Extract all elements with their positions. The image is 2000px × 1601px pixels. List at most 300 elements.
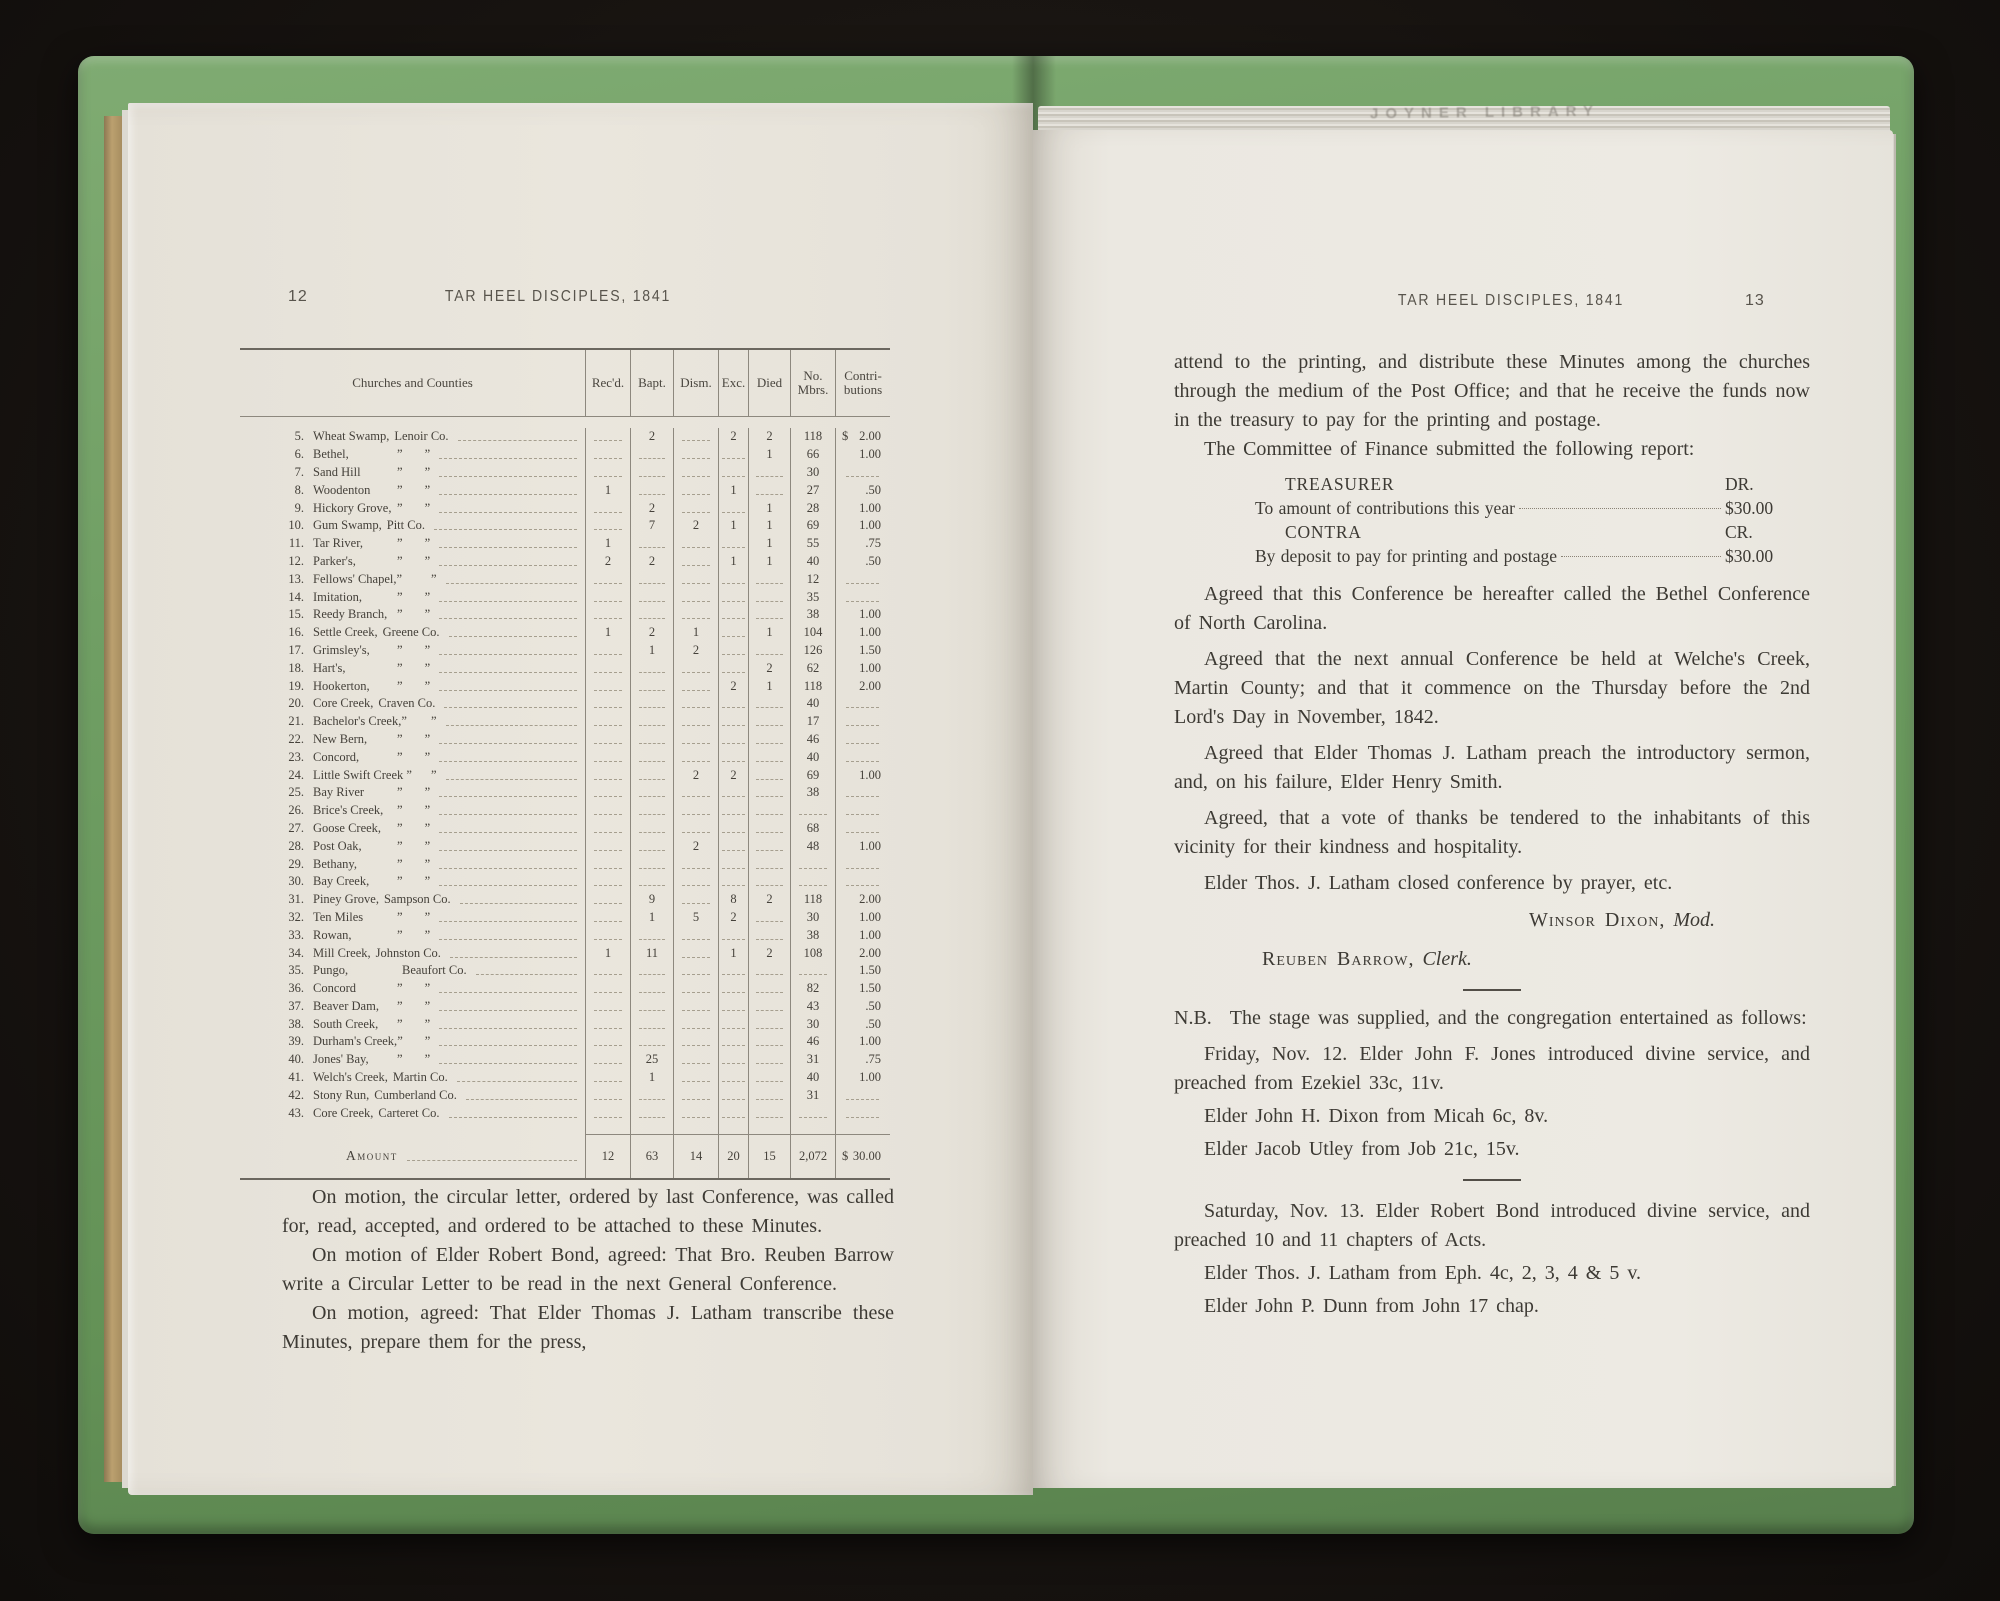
cell-bapt	[630, 481, 673, 499]
table-row	[240, 766, 890, 784]
table-row	[240, 1015, 890, 1033]
cell-contrib	[835, 784, 890, 802]
cell-church: 8. Woodenton ” ”	[240, 481, 585, 499]
cell-contrib: 1.00	[835, 926, 890, 944]
paragraph: Saturday, Nov. 13. Elder Robert Bond introduced divine service, and preached 10 and 11 chapters of Acts.	[1174, 1200, 1810, 1251]
cell-mbrs: 31	[790, 1051, 835, 1069]
cell-church: 32. Ten Miles ” ”	[240, 909, 585, 927]
cell-contrib: .50	[835, 1015, 890, 1033]
cell-church: 35. Pungo, Beaufort Co.	[240, 962, 585, 980]
total-label-cell: Amount	[240, 1134, 585, 1178]
cell-mbrs: 43	[790, 998, 835, 1016]
cell-mbrs: 68	[790, 820, 835, 838]
cell-recd	[585, 659, 630, 677]
table-spacer-row	[240, 1122, 890, 1134]
cell-contrib: 2.00	[835, 677, 890, 695]
table-row	[240, 588, 890, 606]
cell-bapt: 1	[630, 642, 673, 660]
table-row	[240, 499, 890, 517]
cell-mbrs: 62	[790, 659, 835, 677]
cell-contrib	[835, 570, 890, 588]
cell-exc: 2	[718, 428, 748, 446]
cell-recd	[585, 731, 630, 749]
cell-church: 17. Grimsley's, ” ”	[240, 642, 585, 660]
cell-recd: 1	[585, 481, 630, 499]
cell-contrib: 1.00	[835, 909, 890, 927]
cell-exc	[718, 962, 748, 980]
cell-dism	[673, 499, 718, 517]
cell-mbrs: 27	[790, 481, 835, 499]
table-row	[240, 517, 890, 535]
cell-contrib: 1.00	[835, 446, 890, 464]
cell-church: 43. Core Creek, Carteret Co.	[240, 1104, 585, 1122]
signature-moderator: Winsor Dixon, Mod.	[1529, 909, 1715, 931]
cell-church: 37. Beaver Dam, ” ”	[240, 998, 585, 1016]
cell-died: 1	[748, 446, 790, 464]
cell-died	[748, 855, 790, 873]
cell-church: 30. Bay Creek, ” ”	[240, 873, 585, 891]
cell-mbrs	[790, 802, 835, 820]
cell-contrib	[835, 464, 890, 482]
cell-recd	[585, 642, 630, 660]
table-row	[240, 926, 890, 944]
cell-exc: 2	[718, 766, 748, 784]
col-header-exc: Exc.	[718, 350, 748, 416]
cell-bapt: 1	[630, 909, 673, 927]
cell-dism	[673, 535, 718, 553]
cell-recd	[585, 517, 630, 535]
cell-died	[748, 998, 790, 1016]
cell-bapt	[630, 1033, 673, 1051]
cell-recd: 2	[585, 553, 630, 571]
cell-dism	[673, 731, 718, 749]
cell-died	[748, 748, 790, 766]
paragraph: Agreed that the next annual Conference be held at Welche's Creek, Martin County; and that it commence on the Thursday before the 2nd Lord's Day in November, 1842.	[1174, 648, 1810, 728]
cell-bapt	[630, 748, 673, 766]
cell-contrib	[835, 820, 890, 838]
paragraph: On motion of Elder Robert Bond, agreed: That Bro. Reuben Barrow write a Circular Letter to be read in the next General Conference.	[282, 1244, 894, 1295]
cell-contrib	[835, 695, 890, 713]
cell-recd	[585, 1086, 630, 1104]
table-body	[240, 417, 890, 1122]
cell-bapt	[630, 695, 673, 713]
cell-mbrs	[790, 1104, 835, 1122]
paragraph: Elder Thos. J. Latham closed conference by prayer, etc.	[1204, 872, 1673, 894]
cell-exc	[718, 588, 748, 606]
cell-bapt	[630, 606, 673, 624]
cell-bapt	[630, 731, 673, 749]
cell-bapt: 2	[630, 428, 673, 446]
col-header-recd: Rec'd.	[585, 350, 630, 416]
cell-bapt	[630, 713, 673, 731]
cell-exc	[718, 659, 748, 677]
cell-church: 12. Parker's, ” ”	[240, 553, 585, 571]
cell-exc: 1	[718, 481, 748, 499]
cell-church: 14. Imitation, ” ”	[240, 588, 585, 606]
cell-recd	[585, 909, 630, 927]
report-row-deposit: By deposit to pay for printing and postage $30.00	[1255, 546, 1774, 566]
cell-recd	[585, 980, 630, 998]
table-row	[240, 695, 890, 713]
cell-exc	[718, 1033, 748, 1051]
table-row	[240, 891, 890, 909]
finance-report	[1255, 472, 1809, 568]
cell-church: 7. Sand Hill ” ”	[240, 464, 585, 482]
cell-recd	[585, 446, 630, 464]
paragraph: Elder John H. Dixon from Micah 6c, 8v.	[1204, 1105, 1549, 1127]
cell-bapt	[630, 659, 673, 677]
cell-mbrs: 46	[790, 731, 835, 749]
cell-died: 2	[748, 428, 790, 446]
cell-recd	[585, 891, 630, 909]
cell-mbrs: 40	[790, 748, 835, 766]
cell-recd	[585, 1033, 630, 1051]
cell-recd: 1	[585, 624, 630, 642]
cell-mbrs: 40	[790, 553, 835, 571]
cell-exc	[718, 1069, 748, 1087]
cell-died	[748, 464, 790, 482]
cell-bapt	[630, 784, 673, 802]
cell-dism	[673, 1033, 718, 1051]
cell-church: 6. Bethel, ” ”	[240, 446, 585, 464]
cell-died: 2	[748, 891, 790, 909]
cell-church: 10. Gum Swamp, Pitt Co.	[240, 517, 585, 535]
cell-bapt	[630, 873, 673, 891]
cell-mbrs	[790, 873, 835, 891]
cell-bapt	[630, 1086, 673, 1104]
total-dism: 14	[673, 1134, 718, 1178]
cell-exc	[718, 837, 748, 855]
cell-died	[748, 1104, 790, 1122]
cell-mbrs: 38	[790, 784, 835, 802]
cell-dism	[673, 428, 718, 446]
cell-died	[748, 731, 790, 749]
cell-church: 19. Hookerton, ” ”	[240, 677, 585, 695]
table-row	[240, 481, 890, 499]
cell-exc	[718, 642, 748, 660]
total-contrib: $ 30.00	[835, 1134, 890, 1178]
cell-bapt	[630, 446, 673, 464]
table-row	[240, 1033, 890, 1051]
cell-mbrs: 35	[790, 588, 835, 606]
paragraph: On motion, the circular letter, ordered by last Conference, was called for, read, accepted, and ordered to be attached to these Minutes.	[282, 1186, 894, 1237]
cell-church: 39. Durham's Creek, ” ”	[240, 1033, 585, 1051]
cell-contrib: .50	[835, 481, 890, 499]
cell-bapt	[630, 855, 673, 873]
cell-exc	[718, 998, 748, 1016]
paragraph: attend to the printing, and distribute these Minutes among the churches through the medium of the Post Office; and that he receive the funds now in the treasury to pay for the printing and postage.	[1174, 351, 1810, 431]
cell-mbrs: 12	[790, 570, 835, 588]
cell-bapt	[630, 570, 673, 588]
cell-church: 31. Piney Grove, Sampson Co.	[240, 891, 585, 909]
cell-church: 27. Goose Creek, ” ”	[240, 820, 585, 838]
cell-dism	[673, 962, 718, 980]
page-number-right: 13	[1745, 292, 1765, 309]
table-row	[240, 713, 890, 731]
cell-recd	[585, 570, 630, 588]
cell-dism	[673, 820, 718, 838]
cell-contrib: 2.00	[835, 891, 890, 909]
cell-dism	[673, 588, 718, 606]
cell-dism	[673, 873, 718, 891]
cell-dism	[673, 606, 718, 624]
table-row	[240, 446, 890, 464]
cell-dism	[673, 802, 718, 820]
total-died: 15	[748, 1134, 790, 1178]
cell-contrib: 1.00	[835, 1069, 890, 1087]
cell-exc	[718, 570, 748, 588]
total-recd: 12	[585, 1134, 630, 1178]
cell-bapt	[630, 1104, 673, 1122]
cell-bapt: 25	[630, 1051, 673, 1069]
table-row	[240, 962, 890, 980]
cell-exc	[718, 606, 748, 624]
cell-contrib: .75	[835, 1051, 890, 1069]
table-row	[240, 535, 890, 553]
cell-recd	[585, 428, 630, 446]
paragraph: Elder Thos. J. Latham from Eph. 4c, 2, 3, 4 & 5 v.	[1204, 1262, 1642, 1284]
cell-recd	[585, 820, 630, 838]
table-row	[240, 944, 890, 962]
cell-bapt	[630, 766, 673, 784]
cell-church: 28. Post Oak, ” ”	[240, 837, 585, 855]
cell-exc	[718, 1015, 748, 1033]
cell-contrib	[835, 713, 890, 731]
cell-mbrs: 104	[790, 624, 835, 642]
cell-contrib	[835, 873, 890, 891]
cell-recd	[585, 1051, 630, 1069]
cell-died: 1	[748, 677, 790, 695]
cell-recd	[585, 784, 630, 802]
cell-died	[748, 802, 790, 820]
cell-contrib	[835, 802, 890, 820]
cell-recd	[585, 695, 630, 713]
cell-dism: 2	[673, 837, 718, 855]
cell-church: 20. Core Creek, Craven Co.	[240, 695, 585, 713]
running-title-right: TAR HEEL DISCIPLES, 1841	[1397, 292, 1625, 309]
cell-church: 22. New Bern, ” ”	[240, 731, 585, 749]
cell-exc	[718, 1104, 748, 1122]
col-header-mbrs: No. Mbrs.	[790, 350, 835, 416]
right-page-text	[1174, 348, 1810, 1321]
cell-mbrs: 69	[790, 517, 835, 535]
cell-mbrs: 118	[790, 677, 835, 695]
paragraph: On motion, agreed: That Elder Thomas J. Latham transcribe these Minutes, prepare them for the press,	[282, 1302, 894, 1353]
cell-recd	[585, 855, 630, 873]
cell-exc	[718, 624, 748, 642]
table-row	[240, 802, 890, 820]
cell-bapt	[630, 820, 673, 838]
cell-died	[748, 713, 790, 731]
table-row	[240, 820, 890, 838]
cell-mbrs: 46	[790, 1033, 835, 1051]
cell-bapt: 1	[630, 1069, 673, 1087]
cell-bapt: 11	[630, 944, 673, 962]
cell-recd	[585, 588, 630, 606]
cell-contrib: 1.00	[835, 837, 890, 855]
table-total-row	[240, 1134, 890, 1178]
cell-bapt	[630, 1015, 673, 1033]
cell-mbrs: 40	[790, 1069, 835, 1087]
cell-bapt	[630, 926, 673, 944]
cell-exc: 1	[718, 553, 748, 571]
table-row	[240, 428, 890, 446]
cell-died: 1	[748, 624, 790, 642]
cell-died	[748, 606, 790, 624]
cell-contrib	[835, 855, 890, 873]
cell-recd	[585, 713, 630, 731]
cell-contrib: 1.00	[835, 659, 890, 677]
total-mbrs: 2,072	[790, 1134, 835, 1178]
page-left	[128, 103, 1033, 1495]
cell-exc	[718, 748, 748, 766]
cell-died	[748, 766, 790, 784]
cell-dism	[673, 1104, 718, 1122]
cell-dism	[673, 1015, 718, 1033]
cell-dism: 2	[673, 517, 718, 535]
cell-dism: 2	[673, 766, 718, 784]
cell-died	[748, 909, 790, 927]
cell-contrib	[835, 731, 890, 749]
cell-mbrs: 30	[790, 464, 835, 482]
table-row	[240, 731, 890, 749]
cell-contrib: .50	[835, 553, 890, 571]
report-row-contributions: To amount of contributions this year $30.00	[1255, 498, 1774, 518]
col-header-died: Died	[748, 350, 790, 416]
cell-died: 1	[748, 553, 790, 571]
cell-dism	[673, 659, 718, 677]
cell-mbrs: 48	[790, 837, 835, 855]
section-divider	[1463, 989, 1521, 991]
cell-church: 16. Settle Creek, Greene Co.	[240, 624, 585, 642]
cell-died	[748, 1051, 790, 1069]
cell-exc: 1	[718, 517, 748, 535]
cell-died	[748, 588, 790, 606]
cell-church: 42. Stony Run, Cumberland Co.	[240, 1086, 585, 1104]
cell-mbrs: 55	[790, 535, 835, 553]
cell-died: 1	[748, 499, 790, 517]
cell-dism: 2	[673, 642, 718, 660]
cell-exc	[718, 926, 748, 944]
cell-dism	[673, 1051, 718, 1069]
cell-bapt	[630, 802, 673, 820]
cell-dism	[673, 570, 718, 588]
cell-died: 1	[748, 517, 790, 535]
cell-exc	[718, 855, 748, 873]
cell-church: 11. Tar River, ” ”	[240, 535, 585, 553]
cell-contrib	[835, 748, 890, 766]
cell-dism	[673, 677, 718, 695]
cell-contrib	[835, 588, 890, 606]
paragraph: Agreed that this Conference be hereafter called the Bethel Conference of North Carolina.	[1174, 583, 1810, 634]
cell-contrib: 1.00	[835, 766, 890, 784]
total-exc: 20	[718, 1134, 748, 1178]
cell-contrib: .50	[835, 998, 890, 1016]
total-bapt: 63	[630, 1134, 673, 1178]
cell-recd	[585, 998, 630, 1016]
cell-died: 2	[748, 944, 790, 962]
table-row	[240, 748, 890, 766]
cell-died	[748, 1033, 790, 1051]
cell-church: 36. Concord ” ”	[240, 980, 585, 998]
table-row	[240, 837, 890, 855]
cell-exc	[718, 446, 748, 464]
cell-mbrs: 82	[790, 980, 835, 998]
table-row	[240, 980, 890, 998]
cell-dism	[673, 855, 718, 873]
cell-died	[748, 1086, 790, 1104]
table-row	[240, 624, 890, 642]
page-right	[1033, 130, 1893, 1488]
cell-church: 23. Concord, ” ”	[240, 748, 585, 766]
cell-bapt	[630, 980, 673, 998]
cell-dism	[673, 980, 718, 998]
cell-recd	[585, 748, 630, 766]
cell-recd	[585, 802, 630, 820]
cell-exc	[718, 1086, 748, 1104]
cell-church: 24. Little Swift Creek ” ”	[240, 766, 585, 784]
cell-exc: 2	[718, 909, 748, 927]
cell-bapt: 7	[630, 517, 673, 535]
left-page-text	[282, 1183, 894, 1357]
cell-died	[748, 873, 790, 891]
cell-recd	[585, 499, 630, 517]
cell-mbrs: 38	[790, 606, 835, 624]
table-row	[240, 642, 890, 660]
table-row	[240, 553, 890, 571]
cell-recd	[585, 962, 630, 980]
cell-recd	[585, 1015, 630, 1033]
cell-exc	[718, 784, 748, 802]
cell-contrib: 1.50	[835, 962, 890, 980]
cell-dism	[673, 481, 718, 499]
cell-died	[748, 962, 790, 980]
cell-exc: 1	[718, 944, 748, 962]
signature-clerk: Reuben Barrow, Clerk.	[1262, 948, 1472, 970]
nota-bene: N.B. The stage was supplied, and the congregation entertained as follows:	[1174, 1007, 1807, 1029]
table-row	[240, 1051, 890, 1069]
cell-dism	[673, 1086, 718, 1104]
cell-dism	[673, 446, 718, 464]
cell-church: 33. Rowan, ” ”	[240, 926, 585, 944]
cell-recd	[585, 677, 630, 695]
statistics-table	[240, 348, 890, 1180]
cell-recd	[585, 1069, 630, 1087]
cell-mbrs: 69	[790, 766, 835, 784]
table-row	[240, 606, 890, 624]
table-row	[240, 659, 890, 677]
running-title-left: TAR HEEL DISCIPLES, 1841	[444, 288, 672, 305]
cell-died	[748, 837, 790, 855]
cell-bapt	[630, 677, 673, 695]
cell-exc	[718, 713, 748, 731]
cell-exc	[718, 731, 748, 749]
cell-died	[748, 570, 790, 588]
table-row	[240, 784, 890, 802]
cell-mbrs: 40	[790, 695, 835, 713]
cell-church: 9. Hickory Grove, ” ”	[240, 499, 585, 517]
table-header-row	[240, 350, 890, 417]
cell-mbrs: 108	[790, 944, 835, 962]
paragraph: Elder Jacob Utley from Job 21c, 15v.	[1204, 1138, 1520, 1160]
cell-contrib: 1.00	[835, 517, 890, 535]
cell-bapt	[630, 998, 673, 1016]
table-row	[240, 1086, 890, 1104]
cell-exc	[718, 873, 748, 891]
cell-exc	[718, 980, 748, 998]
cell-church: 29. Bethany, ” ”	[240, 855, 585, 873]
cell-bapt: 2	[630, 553, 673, 571]
